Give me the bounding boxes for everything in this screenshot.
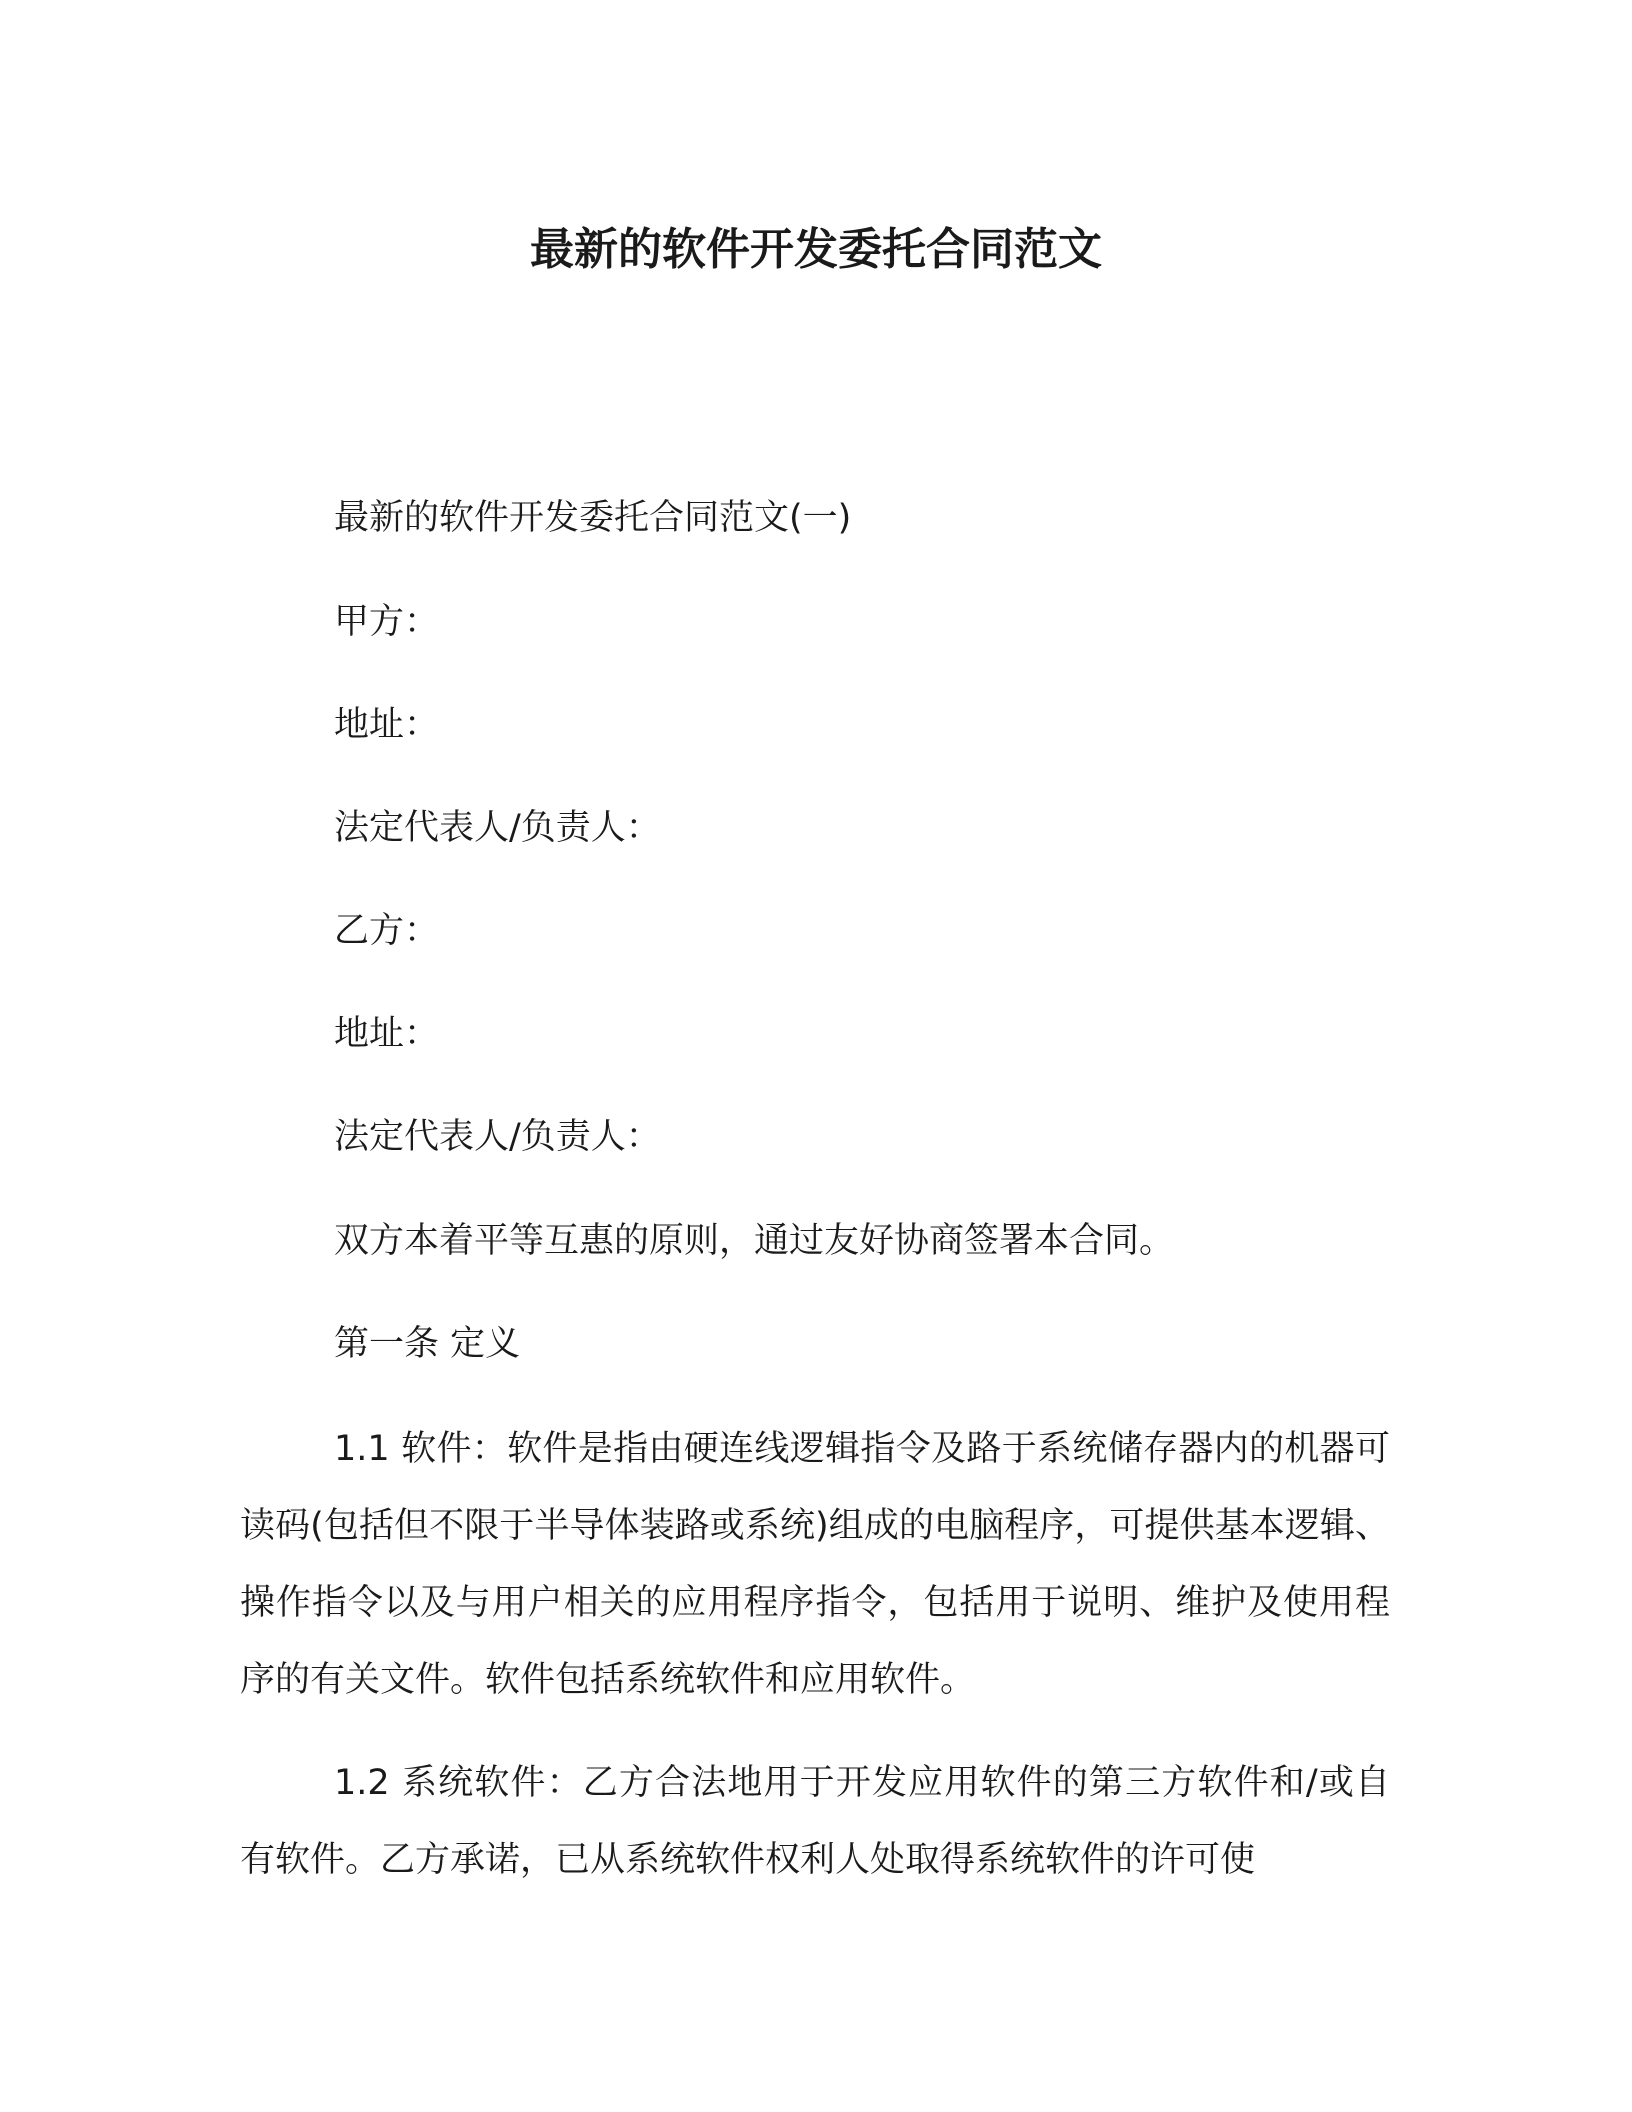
party-a-representative-label: 法定代表人/负责人：: [334, 808, 661, 848]
party-b-label: 乙方：: [334, 911, 440, 951]
party-a-address-label: 地址：: [334, 705, 440, 745]
party-b-address-label: 地址：: [334, 1014, 440, 1054]
clause-1-1: 1.1 软件：软件是指由硬连线逻辑指令及路于系统储存器内的机器可读码(包括但不限于半导体装路或系统)组成的电脑程序，可提供基本逻辑、操作指令以及与用户相关的应用程序指令，包括用于说明、维护及使用程序的有关文件。软件包括系统软件和应用软件。: [240, 1429, 1390, 1700]
preamble-text: 双方本着平等互惠的原则，通过友好协商签署本合同。: [334, 1221, 1175, 1261]
party-a-label: 甲方：: [334, 602, 440, 642]
document-title: 最新的软件开发委托合同范文: [530, 224, 1102, 275]
clause-1-2: 1.2 系统软件：乙方合法地用于开发应用软件的第三方软件和/或自有软件。乙方承诺，已从系统软件权利人处取得系统软件的许可使: [240, 1763, 1390, 1880]
article-1-heading: 第一条 定义: [334, 1324, 521, 1364]
contract-subtitle: 最新的软件开发委托合同范文(一): [334, 498, 852, 538]
party-b-representative-label: 法定代表人/负责人：: [334, 1117, 661, 1157]
